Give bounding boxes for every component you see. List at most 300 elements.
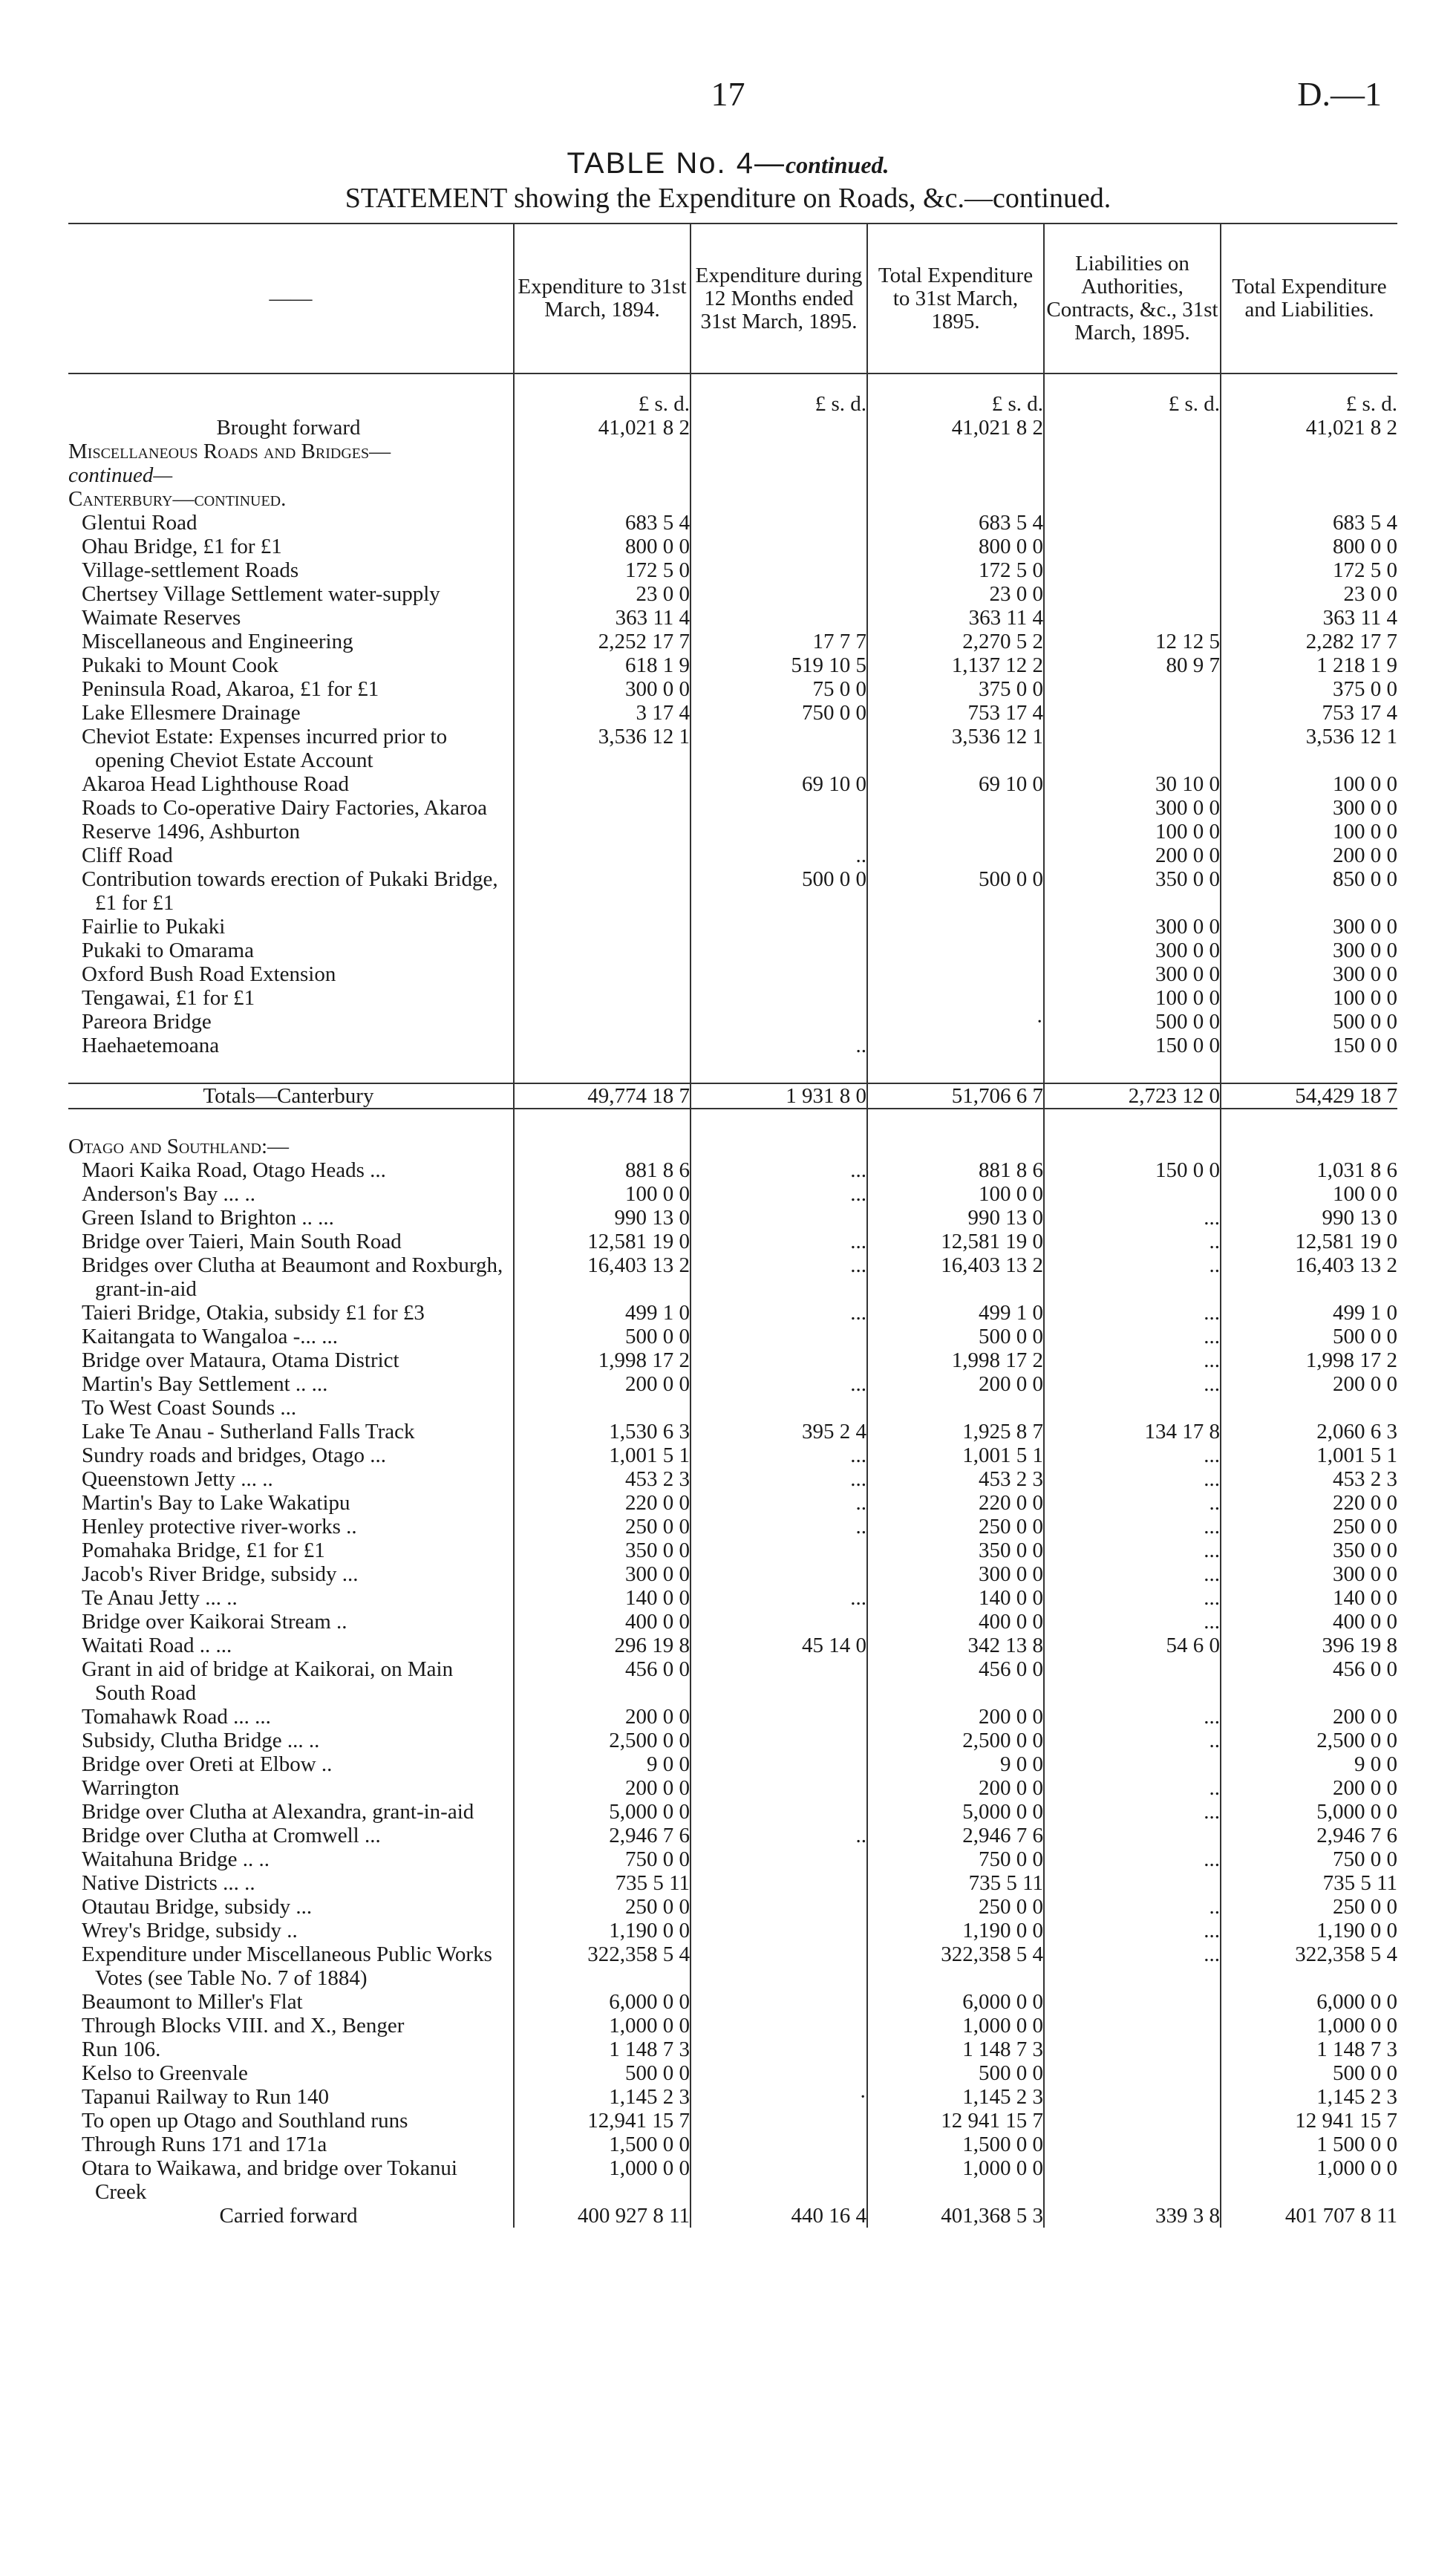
amount-cell: 16,403 13 2: [867, 1253, 1044, 1301]
amount-cell: 800 0 0: [1333, 535, 1397, 558]
amount-cell: 1 148 7 3: [514, 2038, 691, 2061]
column-header-exp-12-months: Expenditure during 12 Months ended 31st March, 1895.: [691, 224, 867, 373]
amount-cell: ...: [691, 1301, 867, 1325]
row-label: Chertsey Village Settlement water-supply: [68, 582, 514, 606]
amount-cell: ..: [691, 1515, 867, 1539]
table-row: [68, 1515, 1397, 1539]
table-row: [68, 582, 1397, 606]
table-row: [68, 2014, 1397, 2038]
unit-label: £ s. d.: [1345, 392, 1397, 416]
amount-cell: [1044, 487, 1221, 511]
amount-cell: 750 0 0: [867, 1847, 1044, 1871]
amount-cell: 200 0 0: [1333, 1705, 1397, 1729]
amount-cell: 12 941 15 7: [867, 2109, 1044, 2133]
statement-subtitle: STATEMENT showing the Expenditure on Roads, &c.—continued.: [345, 183, 1111, 214]
amount-cell: 54,429 18 7: [1221, 1083, 1397, 1109]
amount-cell: [867, 796, 1044, 820]
row-label: Kelso to Greenvale: [68, 2061, 514, 2085]
amount-cell: ...: [1044, 1372, 1221, 1396]
row-label: Anderson's Bay ... ..: [68, 1182, 514, 1206]
amount-cell: 990 13 0: [514, 1206, 691, 1230]
amount-cell: 881 8 6: [514, 1158, 691, 1182]
row-label: Through Runs 171 and 171a: [68, 2133, 514, 2156]
amount-cell: 499 1 0: [867, 1301, 1044, 1325]
amount-cell: [1044, 2038, 1221, 2061]
amount-cell: [1044, 582, 1221, 606]
amount-cell: [1044, 701, 1221, 725]
amount-cell: 1,137 12 2: [867, 653, 1044, 677]
amount-cell: 9 0 0: [1354, 1752, 1397, 1776]
table-row: [68, 2085, 1397, 2109]
amount-cell: 683 5 4: [514, 511, 691, 535]
amount-cell: 735 5 11: [514, 1871, 691, 1895]
table-row: [68, 535, 1397, 558]
amount-cell: 500 0 0: [867, 2061, 1044, 2085]
amount-cell: 322,358 5 4: [867, 1942, 1044, 1990]
amount-cell: [691, 1729, 867, 1752]
amount-cell: 1,000 0 0: [1316, 2014, 1397, 2038]
amount-cell: [691, 1990, 867, 2014]
amount-cell: 300 0 0: [867, 1562, 1044, 1586]
amount-cell: 1,190 0 0: [514, 1919, 691, 1942]
amount-cell: [1044, 463, 1221, 487]
amount-cell: 100 0 0: [867, 1182, 1044, 1206]
table-row: [68, 1800, 1397, 1824]
amount-cell: [691, 1705, 867, 1729]
amount-cell: [691, 1348, 867, 1372]
amount-cell: ..: [691, 1491, 867, 1515]
amount-cell: [1044, 511, 1221, 535]
amount-cell: [691, 1919, 867, 1942]
amount-cell: [514, 962, 691, 986]
amount-cell: 300 0 0: [1044, 939, 1221, 962]
row-label: Tengawai, £1 for £1: [68, 986, 514, 1010]
amount-cell: ..: [691, 844, 867, 867]
amount-cell: [1044, 2014, 1221, 2038]
table-row: [68, 2038, 1397, 2061]
amount-cell: 300 0 0: [1044, 962, 1221, 986]
amount-cell: 850 0 0: [1333, 867, 1397, 891]
amount-cell: 499 1 0: [1333, 1301, 1397, 1325]
row-label: Otara to Waikawa, and bridge over Tokanui Creek: [68, 2156, 514, 2204]
amount-cell: 12,941 15 7: [514, 2109, 691, 2133]
row-label: Queenstown Jetty ... ..: [68, 1467, 514, 1491]
amount-cell: ...: [1044, 1515, 1221, 1539]
table-row: [68, 867, 1397, 915]
amount-cell: 499 1 0: [514, 1301, 691, 1325]
row-label: Otago and Southland:—: [68, 1135, 514, 1158]
expenditure-table-container: [68, 223, 1397, 2228]
amount-cell: 363 11 4: [867, 606, 1044, 630]
table-row: [68, 653, 1397, 677]
amount-cell: 453 2 3: [514, 1467, 691, 1491]
amount-cell: [1221, 1396, 1397, 1420]
table-row: [68, 1776, 1397, 1800]
amount-cell: 1,000 0 0: [514, 2156, 691, 2204]
amount-cell: 683 5 4: [1333, 511, 1397, 535]
amount-cell: 12 941 15 7: [1295, 2109, 1397, 2133]
amount-cell: [1044, 2061, 1221, 2085]
row-label: To open up Otago and Southland runs: [68, 2109, 514, 2133]
amount-cell: 750 0 0: [1333, 1847, 1397, 1871]
row-label: Native Districts ... ..: [68, 1871, 514, 1895]
amount-cell: 23 0 0: [514, 582, 691, 606]
amount-cell: 750 0 0: [691, 701, 867, 725]
amount-cell: 300 0 0: [1333, 962, 1397, 986]
amount-cell: 440 16 4: [691, 2204, 867, 2228]
amount-cell: [691, 416, 867, 440]
table-row: [68, 487, 1397, 511]
table-row: [68, 630, 1397, 653]
table-row: [68, 1372, 1397, 1396]
totals-row: [68, 1083, 1397, 1109]
table-row: [68, 1610, 1397, 1634]
amount-cell: [691, 1562, 867, 1586]
row-label: Henley protective river-works ..: [68, 1515, 514, 1539]
row-label: Bridge over Kaikorai Stream ..: [68, 1610, 514, 1634]
amount-cell: [1044, 1824, 1221, 1847]
amount-cell: 250 0 0: [867, 1515, 1044, 1539]
amount-cell: [1044, 1182, 1221, 1206]
amount-cell: 1,530 6 3: [514, 1420, 691, 1443]
row-label: Through Blocks VIII. and X., Benger: [68, 2014, 514, 2038]
amount-cell: 1,190 0 0: [1316, 1919, 1397, 1942]
table-row: [68, 1895, 1397, 1919]
amount-cell: 1,998 17 2: [867, 1348, 1044, 1372]
unit-row: [68, 392, 1397, 416]
amount-cell: 6,000 0 0: [867, 1990, 1044, 2014]
amount-cell: [1044, 416, 1221, 440]
table-row: [68, 463, 1397, 487]
amount-cell: 200 0 0: [1333, 1372, 1397, 1396]
amount-cell: 30 10 0: [1044, 772, 1221, 796]
table-row: [68, 1467, 1397, 1491]
row-label: Pareora Bridge: [68, 1010, 514, 1034]
amount-cell: 456 0 0: [1333, 1657, 1397, 1681]
amount-cell: 172 5 0: [514, 558, 691, 582]
column-header-total-exp-liab: Total Expenditure and Liabilities.: [1221, 224, 1397, 373]
table-row: [68, 1491, 1397, 1515]
amount-cell: 134 17 8: [1044, 1420, 1221, 1443]
amount-cell: ...: [691, 1158, 867, 1182]
amount-cell: [691, 1800, 867, 1824]
row-label: Run 106.: [68, 2038, 514, 2061]
table-row: [68, 1182, 1397, 1206]
table-row: [68, 1586, 1397, 1610]
amount-cell: 2,252 17 7: [514, 630, 691, 653]
row-label: Subsidy, Clutha Bridge ... ..: [68, 1729, 514, 1752]
amount-cell: [867, 962, 1044, 986]
amount-cell: ...: [1044, 1800, 1221, 1824]
amount-cell: 500 0 0: [691, 867, 867, 915]
row-label: Te Anau Jetty ... ..: [68, 1586, 514, 1610]
amount-cell: 300 0 0: [1333, 939, 1397, 962]
amount-cell: 1,001 5 1: [867, 1443, 1044, 1467]
amount-cell: 1,925 8 7: [867, 1420, 1044, 1443]
row-label: Akaroa Head Lighthouse Road: [68, 772, 514, 796]
amount-cell: 500 0 0: [1333, 1325, 1397, 1348]
header-row: [68, 224, 1397, 373]
table-row: [68, 1158, 1397, 1182]
amount-cell: 100 0 0: [1044, 986, 1221, 1010]
table-row: [68, 2109, 1397, 2133]
amount-cell: 5,000 0 0: [1316, 1800, 1397, 1824]
amount-cell: 69 10 0: [867, 772, 1044, 796]
table-row: [68, 1729, 1397, 1752]
amount-cell: ...: [691, 1372, 867, 1396]
amount-cell: ...: [1044, 1942, 1221, 1990]
amount-cell: 23 0 0: [1343, 582, 1397, 606]
amount-cell: ..: [1044, 1230, 1221, 1253]
amount-cell: ..: [1044, 1895, 1221, 1919]
amount-cell: ...: [691, 1253, 867, 1301]
amount-cell: 2,946 7 6: [867, 1824, 1044, 1847]
amount-cell: [514, 463, 691, 487]
amount-cell: 753 17 4: [867, 701, 1044, 725]
amount-cell: [867, 1396, 1044, 1420]
amount-cell: 200 0 0: [1044, 844, 1221, 867]
amount-cell: [514, 1396, 691, 1420]
table-row: [68, 725, 1397, 772]
amount-cell: 500 0 0: [867, 1325, 1044, 1348]
amount-cell: [514, 1010, 691, 1034]
amount-cell: 100 0 0: [1333, 772, 1397, 796]
amount-cell: 800 0 0: [514, 535, 691, 558]
table-row: [68, 701, 1397, 725]
amount-cell: 200 0 0: [1333, 844, 1397, 867]
amount-cell: 753 17 4: [1322, 701, 1397, 725]
amount-cell: [691, 1847, 867, 1871]
amount-cell: [691, 2109, 867, 2133]
amount-cell: 350 0 0: [1044, 867, 1221, 915]
amount-cell: 150 0 0: [1044, 1158, 1221, 1182]
amount-cell: [514, 1034, 691, 1057]
amount-cell: 453 2 3: [867, 1467, 1044, 1491]
amount-cell: 100 0 0: [514, 1182, 691, 1206]
table-row: [68, 1990, 1397, 2014]
amount-cell: [1044, 2156, 1221, 2204]
amount-cell: 23 0 0: [867, 582, 1044, 606]
amount-cell: 3 17 4: [514, 701, 691, 725]
amount-cell: 453 2 3: [1333, 1467, 1397, 1491]
row-label: continued—: [68, 463, 514, 487]
amount-cell: 322,358 5 4: [514, 1942, 691, 1990]
table-row: [68, 606, 1397, 630]
amount-cell: ...: [1044, 1847, 1221, 1871]
amount-cell: [514, 939, 691, 962]
table-row: [68, 962, 1397, 986]
amount-cell: 683 5 4: [867, 511, 1044, 535]
row-label: Oxford Bush Road Extension: [68, 962, 514, 986]
amount-cell: 1,000 0 0: [514, 2014, 691, 2038]
row-label: Roads to Co-operative Dairy Factories, Akaroa: [68, 796, 514, 820]
amount-cell: 140 0 0: [867, 1586, 1044, 1610]
amount-cell: ..: [1044, 1491, 1221, 1515]
amount-cell: [691, 535, 867, 558]
table-row: [68, 2156, 1397, 2204]
row-label: Pukaki to Omarama: [68, 939, 514, 962]
amount-cell: [867, 939, 1044, 962]
unit-label: £ s. d.: [691, 392, 867, 416]
amount-cell: 400 0 0: [514, 1610, 691, 1634]
amount-cell: 172 5 0: [867, 558, 1044, 582]
amount-cell: 100 0 0: [1333, 820, 1397, 844]
amount-cell: 500 0 0: [1333, 2061, 1397, 2085]
row-label: Maori Kaika Road, Otago Heads ...: [68, 1158, 514, 1182]
amount-cell: 172 5 0: [1333, 558, 1397, 582]
amount-cell: 339 3 8: [1044, 2204, 1221, 2228]
amount-cell: [691, 962, 867, 986]
amount-cell: 342 13 8: [867, 1634, 1044, 1657]
amount-cell: 363 11 4: [514, 606, 691, 630]
amount-cell: [691, 986, 867, 1010]
amount-cell: 1,500 0 0: [867, 2133, 1044, 2156]
unit-label: £ s. d.: [1044, 392, 1221, 416]
amount-cell: [691, 1871, 867, 1895]
amount-cell: [514, 915, 691, 939]
amount-cell: 350 0 0: [514, 1539, 691, 1562]
row-label: To West Coast Sounds ...: [68, 1396, 514, 1420]
amount-cell: [867, 440, 1044, 463]
amount-cell: 735 5 11: [867, 1871, 1044, 1895]
amount-cell: 1,001 5 1: [1316, 1443, 1397, 1467]
row-label: Beaumont to Miller's Flat: [68, 1990, 514, 2014]
amount-cell: [1044, 558, 1221, 582]
table-body: [68, 373, 1397, 2228]
amount-cell: [691, 1396, 867, 1420]
table-row: [68, 1824, 1397, 1847]
row-label: Lake Te Anau - Sutherland Falls Track: [68, 1420, 514, 1443]
table-row: [68, 844, 1397, 867]
amount-cell: 1 500 0 0: [1316, 2133, 1397, 2156]
amount-cell: ...: [691, 1586, 867, 1610]
table-title-main: TABLE No. 4—: [567, 147, 786, 180]
amount-cell: 2,270 5 2: [867, 630, 1044, 653]
amount-cell: 17 7 7: [691, 630, 867, 653]
amount-cell: 2,500 0 0: [867, 1729, 1044, 1752]
table-row: [68, 1301, 1397, 1325]
amount-cell: ...: [691, 1230, 867, 1253]
table-row: [68, 1919, 1397, 1942]
amount-cell: [514, 844, 691, 867]
amount-cell: 200 0 0: [1333, 1776, 1397, 1800]
amount-cell: 5,000 0 0: [514, 1800, 691, 1824]
table-row: [68, 1634, 1397, 1657]
amount-cell: ...: [1044, 1539, 1221, 1562]
amount-cell: [691, 606, 867, 630]
amount-cell: [1044, 677, 1221, 701]
amount-cell: 401 707 8 11: [1284, 2204, 1397, 2228]
amount-cell: 220 0 0: [867, 1491, 1044, 1515]
table-row: [68, 2061, 1397, 2085]
amount-cell: [691, 1657, 867, 1705]
row-label: Cheviot Estate: Expenses incurred prior to opening Cheviot Estate Account: [68, 725, 514, 772]
amount-cell: 1,145 2 3: [867, 2085, 1044, 2109]
amount-cell: 2,500 0 0: [514, 1729, 691, 1752]
amount-cell: 396 19 8: [1322, 1634, 1397, 1657]
amount-cell: [867, 844, 1044, 867]
row-label: Taieri Bridge, Otakia, subsidy £1 for £3: [68, 1301, 514, 1325]
amount-cell: 1,001 5 1: [514, 1443, 691, 1467]
amount-cell: 2,723 12 0: [1044, 1083, 1221, 1109]
amount-cell: ..: [691, 1824, 867, 1847]
amount-cell: ..: [691, 1034, 867, 1057]
amount-cell: 500 0 0: [1044, 1010, 1221, 1034]
row-label: Carried forward: [68, 2204, 514, 2228]
amount-cell: 41,021 8 2: [867, 416, 1044, 440]
amount-cell: 12,581 19 0: [867, 1230, 1044, 1253]
amount-cell: 395 2 4: [691, 1420, 867, 1443]
table-row: [68, 1010, 1397, 1034]
amount-cell: 49,774 18 7: [514, 1083, 691, 1109]
row-label: Ohau Bridge, £1 for £1: [68, 535, 514, 558]
amount-cell: ...: [1044, 1301, 1221, 1325]
amount-cell: [691, 487, 867, 511]
table-row: [68, 558, 1397, 582]
amount-cell: 250 0 0: [867, 1895, 1044, 1919]
amount-cell: 500 0 0: [514, 1325, 691, 1348]
table-row: [68, 796, 1397, 820]
row-label: Grant in aid of bridge at Kaikorai, on Main South Road: [68, 1657, 514, 1705]
amount-cell: [867, 463, 1044, 487]
amount-cell: [1044, 2109, 1221, 2133]
amount-cell: [1044, 535, 1221, 558]
amount-cell: [691, 2014, 867, 2038]
amount-cell: [691, 1895, 867, 1919]
amount-cell: ...: [1044, 1443, 1221, 1467]
row-label: Pukaki to Mount Cook: [68, 653, 514, 677]
amount-cell: ·: [867, 1010, 1044, 1034]
amount-cell: 45 14 0: [691, 1634, 867, 1657]
amount-cell: ...: [1044, 1467, 1221, 1491]
amount-cell: 1 931 8 0: [691, 1083, 867, 1109]
row-label: Waimate Reserves: [68, 606, 514, 630]
amount-cell: 2,946 7 6: [514, 1824, 691, 1847]
row-label: Wrey's Bridge, subsidy ..: [68, 1919, 514, 1942]
amount-cell: 990 13 0: [867, 1206, 1044, 1230]
row-label: Expenditure under Miscellaneous Public Works Votes (see Table No. 7 of 1884): [68, 1942, 514, 1990]
table-row: [68, 1325, 1397, 1348]
amount-cell: 12,581 19 0: [1295, 1230, 1397, 1253]
amount-cell: 1 148 7 3: [1316, 2038, 1397, 2061]
row-label: Peninsula Road, Akaroa, £1 for £1: [68, 677, 514, 701]
amount-cell: ..: [1044, 1253, 1221, 1301]
amount-cell: 69 10 0: [691, 772, 867, 796]
amount-cell: 1,000 0 0: [867, 2014, 1044, 2038]
amount-cell: 750 0 0: [514, 1847, 691, 1871]
amount-cell: 200 0 0: [867, 1776, 1044, 1800]
table-row: [68, 416, 1397, 440]
amount-cell: ...: [1044, 1705, 1221, 1729]
amount-cell: 2,282 17 7: [1305, 630, 1397, 653]
amount-cell: ...: [1044, 1206, 1221, 1230]
row-label: Bridges over Clutha at Beaumont and Roxburgh, grant-in-aid: [68, 1253, 514, 1301]
table-row: [68, 939, 1397, 962]
amount-cell: 2,060 6 3: [1316, 1420, 1397, 1443]
column-header-total-exp-1895: Total Expenditure to 31st March, 1895.: [867, 224, 1044, 373]
row-label: Totals—Canterbury: [68, 1083, 514, 1109]
table-row: [68, 1539, 1397, 1562]
row-label: Kaitangata to Wangaloa -... ...: [68, 1325, 514, 1348]
amount-cell: 140 0 0: [1333, 1586, 1397, 1610]
row-label: Miscellaneous and Engineering: [68, 630, 514, 653]
row-label: Bridge over Mataura, Otama District: [68, 1348, 514, 1372]
amount-cell: [691, 915, 867, 939]
page-reference: D.—1: [1297, 75, 1382, 113]
unit-label: £ s. d.: [867, 392, 1044, 416]
amount-cell: [514, 487, 691, 511]
row-label: Tapanui Railway to Run 140: [68, 2085, 514, 2109]
